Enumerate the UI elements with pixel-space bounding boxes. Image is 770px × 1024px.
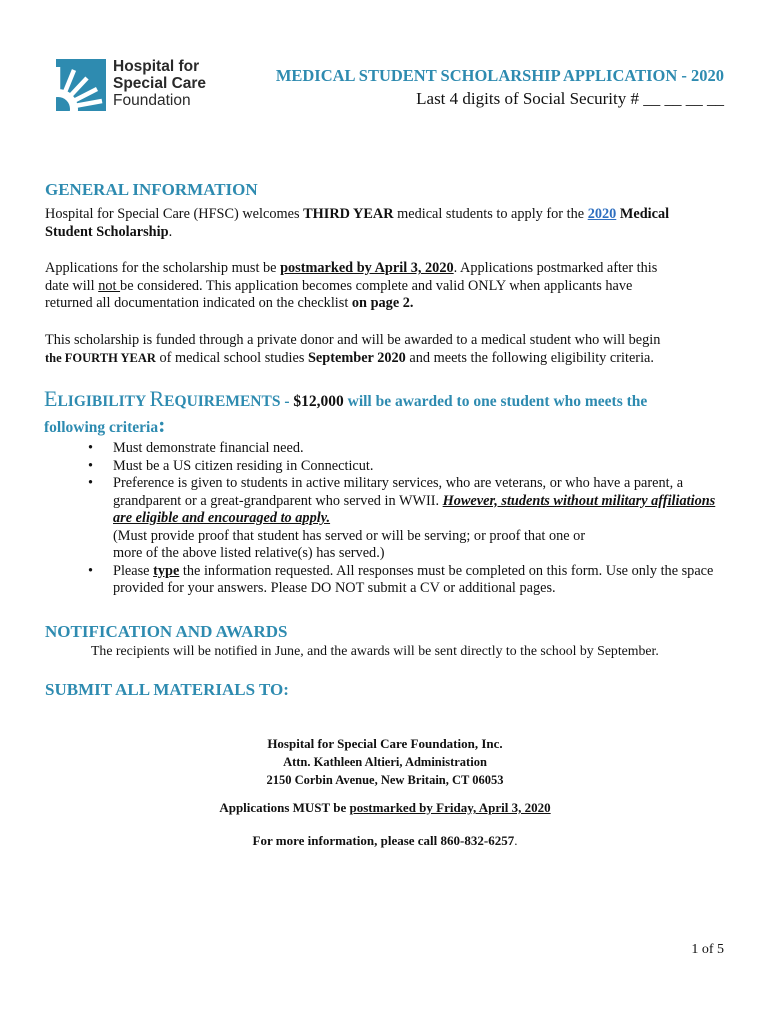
text: returned all documentation indicated on the checklist [45,295,352,311]
document-title: MEDICAL STUDENT SCHOLARSHIP APPLICATION - 2020 [275,66,724,85]
text: of medical school studies [155,349,308,366]
logo-line-3: Foundation [113,92,191,109]
foundation-logo-text [113,58,206,109]
postmark-deadline: postmarked by April 3, 2020 [280,260,454,276]
text: : [158,412,166,437]
military-note: However, students without military affiliations are eligible and encouraged to apply. [113,492,716,526]
text: EQUIREMENTS [164,393,281,410]
attn-line: Attn. Kathleen Altieri, Administration [283,755,487,769]
eligibility-list [88,440,728,598]
text: . Applications postmarked after this [453,260,658,276]
start-date: September 2020 [307,349,406,366]
text: Hospital for Special Care (HFSC) welcomes [45,206,304,222]
general-paragraph-1 [45,206,725,241]
award-amount: $12,000 [293,393,344,410]
criterion-text: Must be a US citizen residing in Connecticut. [113,457,374,474]
text: This scholarship is funded through a private donor and will be awarded to a medical student who will begin [45,332,661,348]
text: R [149,386,165,411]
phone-text: For more information, please call 860-832-6257 [252,833,515,848]
criterion-text: Must demonstrate financial need. [113,440,304,456]
criterion-text: (Must provide proof that student has served or will be serving; or proof that one or [113,527,586,544]
scholarship-name: Student Scholarship [45,223,169,240]
org-name: Hospital for Special Care Foundation, Inc. [267,736,503,751]
text: . [514,833,518,848]
submit-heading: SUBMIT ALL MATERIALS TO: [45,680,289,699]
third-year-text: THIRD YEAR [303,206,394,222]
text: medical students to apply for the [393,206,588,222]
ssn-line: Last 4 digits of Social Security # __ __ __ __ [416,89,724,108]
general-paragraph-3 [45,332,735,367]
general-paragraph-2 [45,260,725,313]
notification-heading: NOTIFICATION AND AWARDS [45,622,288,641]
criterion-text: Please [113,562,154,579]
criterion-text: more of the above listed relative(s) has served.) [113,545,385,561]
deadline-date: postmarked by Friday, April 3, 2020 [349,800,551,815]
text: and meets the following eligibility criteria. [405,349,654,366]
fourth-year-text: the FOURTH YEAR [45,350,156,365]
not-emphasis: not [98,277,121,294]
mailing-address [0,735,770,789]
general-information-heading: GENERAL INFORMATION [45,180,258,199]
foundation-logo-icon [56,59,106,111]
type-emphasis: type [153,562,180,579]
text: Applications MUST be [219,800,350,815]
text: date will [45,277,99,294]
contact-line [0,833,770,849]
list-item [88,563,728,598]
bullet-icon: • [88,440,94,456]
list-item [88,475,728,563]
bullet-icon: • [88,457,94,474]
text: . [168,223,173,240]
page-reference: on page 2. [351,295,414,311]
notification-text: The recipients will be notified in June, and the awards will be sent directly to the school by September. [91,643,659,658]
list-item [88,440,728,458]
text: following criteria [44,419,159,436]
logo-line-2: Special Care [113,75,207,92]
text: E [44,386,58,411]
bullet-icon: • [88,562,94,579]
page-number: 1 of 5 [691,942,724,957]
deadline-line [0,800,770,816]
bullet-icon: • [88,475,94,491]
eligibility-heading [44,386,734,438]
text: Applications for the scholarship must be [45,260,281,276]
logo-line-1: Hospital for [113,58,200,75]
text: LIGIBILITY [57,393,150,410]
list-item [88,458,728,476]
text: will be awarded to one student who meets the [343,393,648,410]
street-address: 2150 Corbin Avenue, New Britain, CT 06053 [266,773,504,787]
text: Medical [616,206,670,222]
text: - [280,393,294,410]
criterion-text: the information requested. All responses must be completed on this form. Use only the space provided for your answers. Please DO NOT submit a CV or additional pages. [113,562,714,596]
criterion-text: Preference is given to students in active military services, who are veterans, or who have a parent, a grandparent or a great-grandparent who served in WWII. [113,475,684,509]
text: be considered. This application becomes complete and valid ONLY when applicants have [120,277,633,294]
year-link[interactable]: 2020 [587,206,617,222]
